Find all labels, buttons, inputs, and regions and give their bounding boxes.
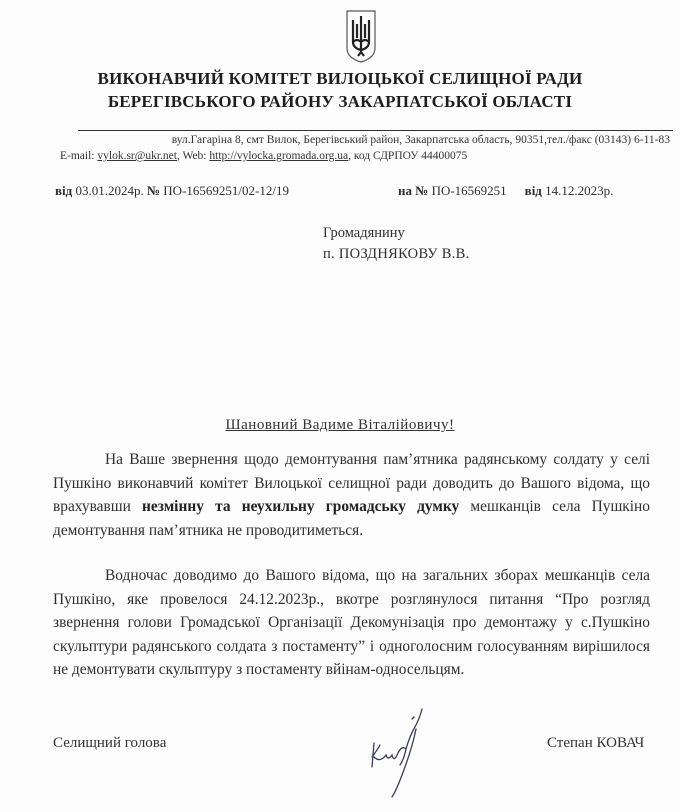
web-label: , Web: [176,150,210,162]
recipient-name: п. ПОЗДНЯКОВУ В.В. [323,246,470,262]
web-link[interactable]: http://vylocka.gromada.org.ua [209,150,349,162]
email-label: E-mail: [60,150,98,162]
body-paragraph-2 [53,564,650,682]
signatory-name: Степан КОВАЧ [547,735,645,751]
contact-line [60,150,680,162]
handwritten-signature-icon [360,705,440,800]
in-reply-label: на № [398,183,429,198]
body-paragraph-1 [53,448,650,542]
outgoing-number: ПО-16569251/02-12/19 [160,183,289,198]
incoming-number: ПО-16569251 [428,183,507,198]
signatory-title: Селищний голова [53,735,167,751]
incoming-reference [398,183,613,199]
emphasized-text: незмінну та неухильну громадську думку [142,498,460,515]
paragraph-text: На Ваше звернення щодо демонтування пам’ятника радянському солдату у селі Пушкіно виконавчий комітет Вилоцької селищної ради доводить до Вашого відома, що врахувавши [53,451,650,515]
incoming-date: 14.12.2023р. [541,183,614,198]
salutation: Шановний Вадиме Віталійовичу! [225,417,455,433]
address-line: вул.Гагаріна 8, смт Вилок, Берегівський район, Закарпатська область, 90351,тел./факс (03143) 6-11-83 [171,134,670,146]
incoming-from-label: від [524,183,542,198]
coat-of-arms-icon [344,8,378,64]
number-label: № [146,183,161,198]
outgoing-reference [55,183,289,199]
recipient-line1: Громадянину [323,225,405,241]
paragraph-text: Водночас доводимо до Вашого відома, що на загальних зборах мешканців села Пушкіно, яке провелося 24.12.2023р., вкотре розглянулося питання “Про розгляд звернення голови Громадської Організації Декомунізація про демонтажу у с.Пушкіно скульптури радянського солдата з постаменту” і одноголосним голосуванням вирішилося не демонтувати скульптуру з постаменту вйінам-односельцям. [53,567,650,678]
email-link[interactable]: vylok.sr@ukr.net [97,150,177,162]
edrpou-code: , код СДРПОУ 44400075 [348,150,468,162]
outgoing-date: 03.01.2024р. [72,183,147,198]
from-label: від [55,183,73,198]
organization-name-line2: БЕРЕГІВСЬКОГО РАЙОНУ ЗАКАРПАТСЬКОЇ ОБЛАСТІ [107,92,573,111]
header-divider [78,130,673,131]
organization-name-line1: ВИКОНАВЧИЙ КОМІТЕТ ВИЛОЦЬКОЇ СЕЛИЩНОЇ РАДИ [97,69,583,88]
paragraph-text: мешканців села Пушкіно демонтування пам’ятника не проводитиметься. [53,498,650,539]
